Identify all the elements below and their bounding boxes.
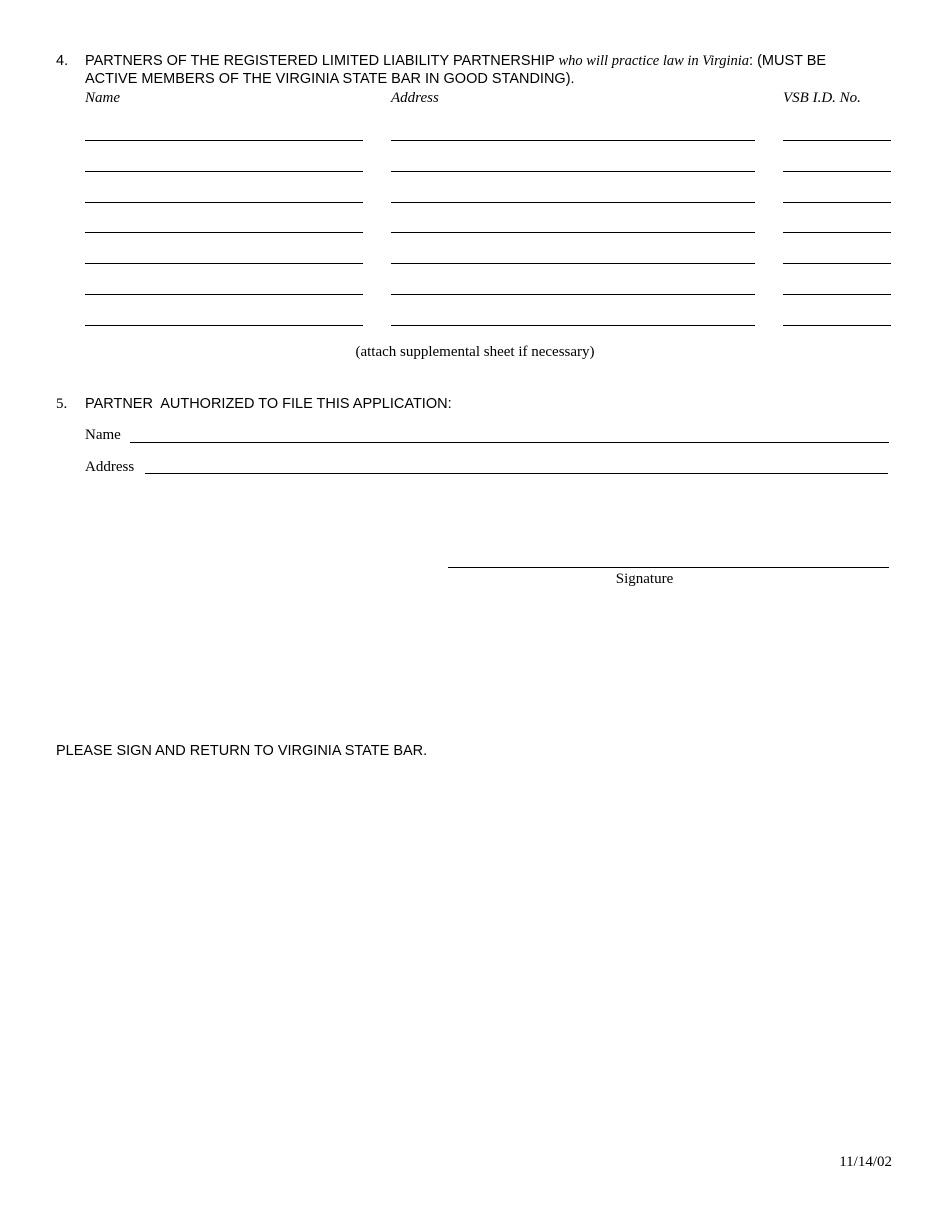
section-4-number: 4. [56, 53, 69, 69]
partner-address-field[interactable] [391, 140, 755, 141]
address-label: Address [85, 459, 135, 475]
section-5-title: PARTNER AUTHORIZED TO FILE THIS APPLICATION: [85, 396, 452, 412]
partner-vsb-id-field[interactable] [783, 263, 891, 264]
section-4-heading-line2: ACTIVE MEMBERS OF THE VIRGINIA STATE BAR IN GOOD STANDING). [85, 71, 575, 87]
section-4-heading [85, 53, 893, 70]
partner-name-field[interactable] [85, 294, 363, 295]
column-header-address: Address [391, 90, 439, 106]
partner-address-field[interactable] [391, 202, 755, 203]
heading-italic: who will practice law in Virginia [558, 53, 750, 69]
column-header-name: Name [85, 90, 120, 106]
supplemental-note: (attach supplemental sheet if necessary) [355, 344, 595, 360]
partner-address-field[interactable] [391, 325, 755, 326]
partner-name-field[interactable] [85, 325, 363, 326]
partner-name-field[interactable] [85, 140, 363, 141]
partner-address-field[interactable] [391, 232, 755, 233]
partner-name-field[interactable] [85, 171, 363, 172]
name-label: Name [85, 427, 121, 443]
address-field[interactable] [145, 473, 888, 474]
partner-address-field[interactable] [391, 294, 755, 295]
name-field[interactable] [130, 442, 889, 443]
partner-vsb-id-field[interactable] [783, 294, 891, 295]
partner-name-field[interactable] [85, 263, 363, 264]
column-header-vsb-id: VSB I.D. No. [783, 90, 861, 106]
heading-text-end: : (MUST BE [749, 53, 827, 69]
heading-text: PARTNERS OF THE REGISTERED LIMITED LIABILITY PARTNERSHIP [85, 53, 555, 69]
partner-vsb-id-field[interactable] [783, 140, 891, 141]
partner-vsb-id-field[interactable] [783, 232, 891, 233]
partner-address-field[interactable] [391, 171, 755, 172]
partner-name-field[interactable] [85, 232, 363, 233]
partner-address-field[interactable] [391, 263, 755, 264]
signature-label: Signature [615, 571, 674, 587]
partner-vsb-id-field[interactable] [783, 171, 891, 172]
signature-line[interactable] [448, 567, 889, 568]
partner-vsb-id-field[interactable] [783, 202, 891, 203]
revision-date: 11/14/02 [839, 1154, 892, 1170]
partner-name-field[interactable] [85, 202, 363, 203]
return-instruction: PLEASE SIGN AND RETURN TO VIRGINIA STATE BAR. [56, 743, 428, 759]
section-5-number: 5. [56, 396, 68, 412]
partner-vsb-id-field[interactable] [783, 325, 891, 326]
